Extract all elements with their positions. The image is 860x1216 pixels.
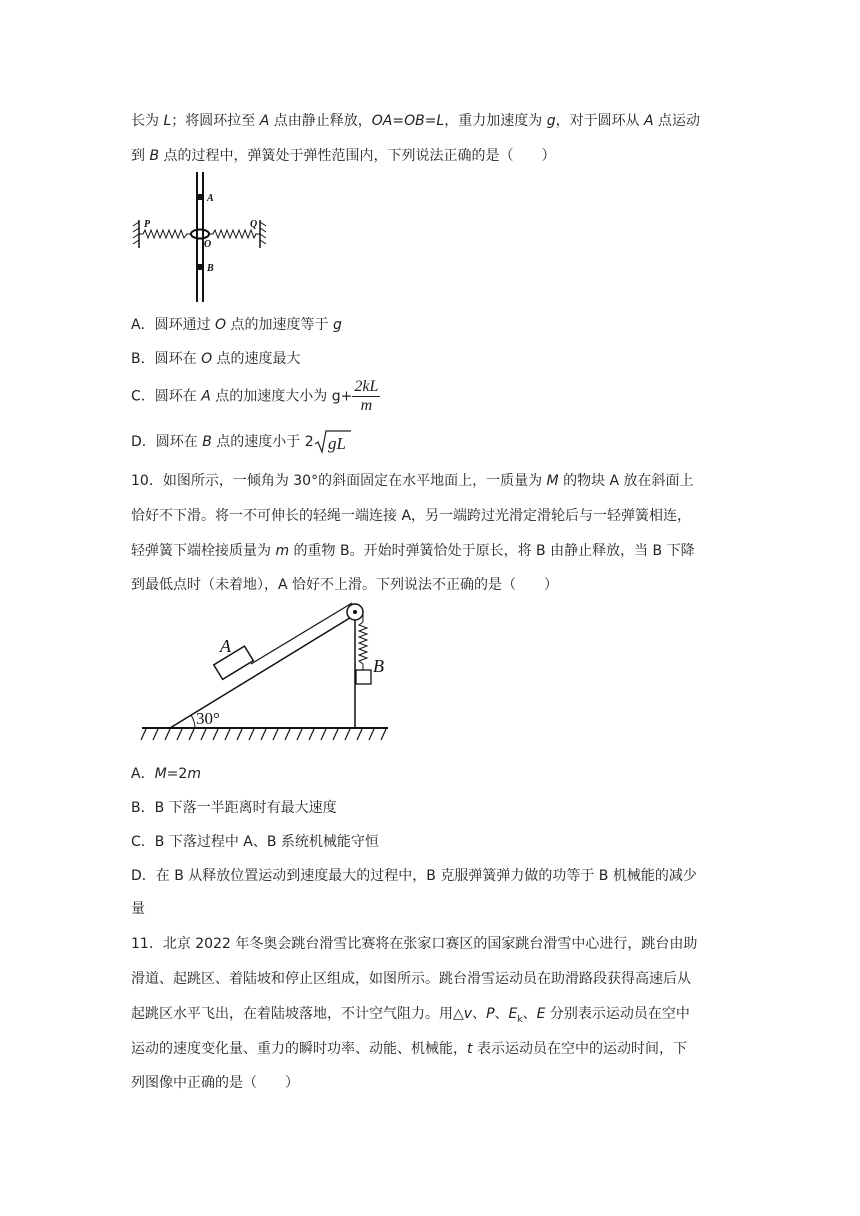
angle-label: 30° bbox=[196, 709, 220, 728]
q11-stem-line-4: 运动的速度变化量、重力的瞬时功率、动能、机械能，t 表示运动员在空中的运动时间，下 bbox=[131, 1041, 687, 1057]
fraction-2kL-over-m: $\frac{2kL}{m}$ bbox=[354, 378, 379, 414]
q10-option-b: B．B 下落一半距离时有最大速度 bbox=[131, 800, 337, 816]
q9-option-b: B．圆环在 O 点的速度最大 bbox=[131, 351, 301, 367]
q11-stem-line-5: 列图像中正确的是（ ） bbox=[131, 1075, 299, 1091]
sqrt-gL bbox=[314, 429, 352, 455]
label-Q: Q bbox=[250, 219, 258, 230]
q10-stem-line-1: 10．如图所示，一倾角为 30°的斜面固定在水平地面上，一质量为 M 的物块 A 放在斜面上 bbox=[131, 473, 694, 489]
q9-ring-spring-figure bbox=[131, 172, 266, 304]
q10-incline-pulley-figure bbox=[140, 600, 390, 746]
q9-option-d: D．圆环在 B 点的速度小于 2 gL bbox=[131, 428, 352, 456]
block-A-label: A bbox=[220, 636, 231, 656]
svg-text:gL: gL bbox=[327, 434, 346, 453]
label-B: B bbox=[207, 263, 214, 274]
q10-option-c: C．B 下落过程中 A、B 系统机械能守恒 bbox=[131, 834, 379, 850]
q11-stem-line-3: 起跳区水平飞出，在着陆坡落地，不计空气阻力。用△v、P、$E_k$、E 分别表示运动员在空中 bbox=[131, 1006, 690, 1025]
label-P: P bbox=[144, 219, 151, 230]
label-A: A bbox=[207, 193, 214, 204]
q9-stem-line-1: 长为 L；将圆环拉至 A 点由静止释放，OA=OB=L，重力加速度为 g，对于圆环从 A 点运动 bbox=[131, 113, 701, 129]
q9-stem-line-2: 到 B 点的过程中，弹簧处于弹性范围内，下列说法正确的是（ ） bbox=[131, 148, 556, 164]
block-B-label: B bbox=[373, 656, 384, 676]
q10-stem-line-2: 恰好不下滑。将一不可伸长的轻绳一端连接 A，另一端跨过光滑定滑轮后与一轻弹簧相连， bbox=[131, 508, 692, 524]
q9-option-a: A．圆环通过 O 点的加速度等于 g bbox=[131, 317, 342, 333]
q10-option-d-line-2: 量 bbox=[131, 901, 145, 917]
label-O: O bbox=[204, 239, 212, 250]
q10-option-a: A．M=2m bbox=[131, 766, 201, 782]
q10-option-d-line-1: D．在 B 从释放位置运动到速度最大的过程中，B 克服弹簧弹力做的功等于 B 机械能的减少 bbox=[131, 868, 697, 884]
q10-stem-line-4: 到最低点时（未着地），A 恰好不上滑。下列说法不正确的是（ ） bbox=[131, 577, 559, 593]
q11-stem-line-1: 11．北京 2022 年冬奥会跳台滑雪比赛将在张家口赛区的国家跳台滑雪中心进行，跳台由助 bbox=[131, 936, 698, 952]
q11-stem-line-2: 滑道、起跳区、着陆坡和停止区组成，如图所示。跳台滑雪运动员在助滑路段获得高速后从 bbox=[131, 971, 691, 987]
q9-option-c: C．圆环在 A 点的加速度大小为 g+ $\frac{2kL}{m}$ bbox=[131, 378, 379, 414]
q10-stem-line-3: 轻弹簧下端栓接质量为 m 的重物 B。开始时弹簧恰处于原长，将 B 由静止释放，当 B 下降 bbox=[131, 543, 695, 559]
